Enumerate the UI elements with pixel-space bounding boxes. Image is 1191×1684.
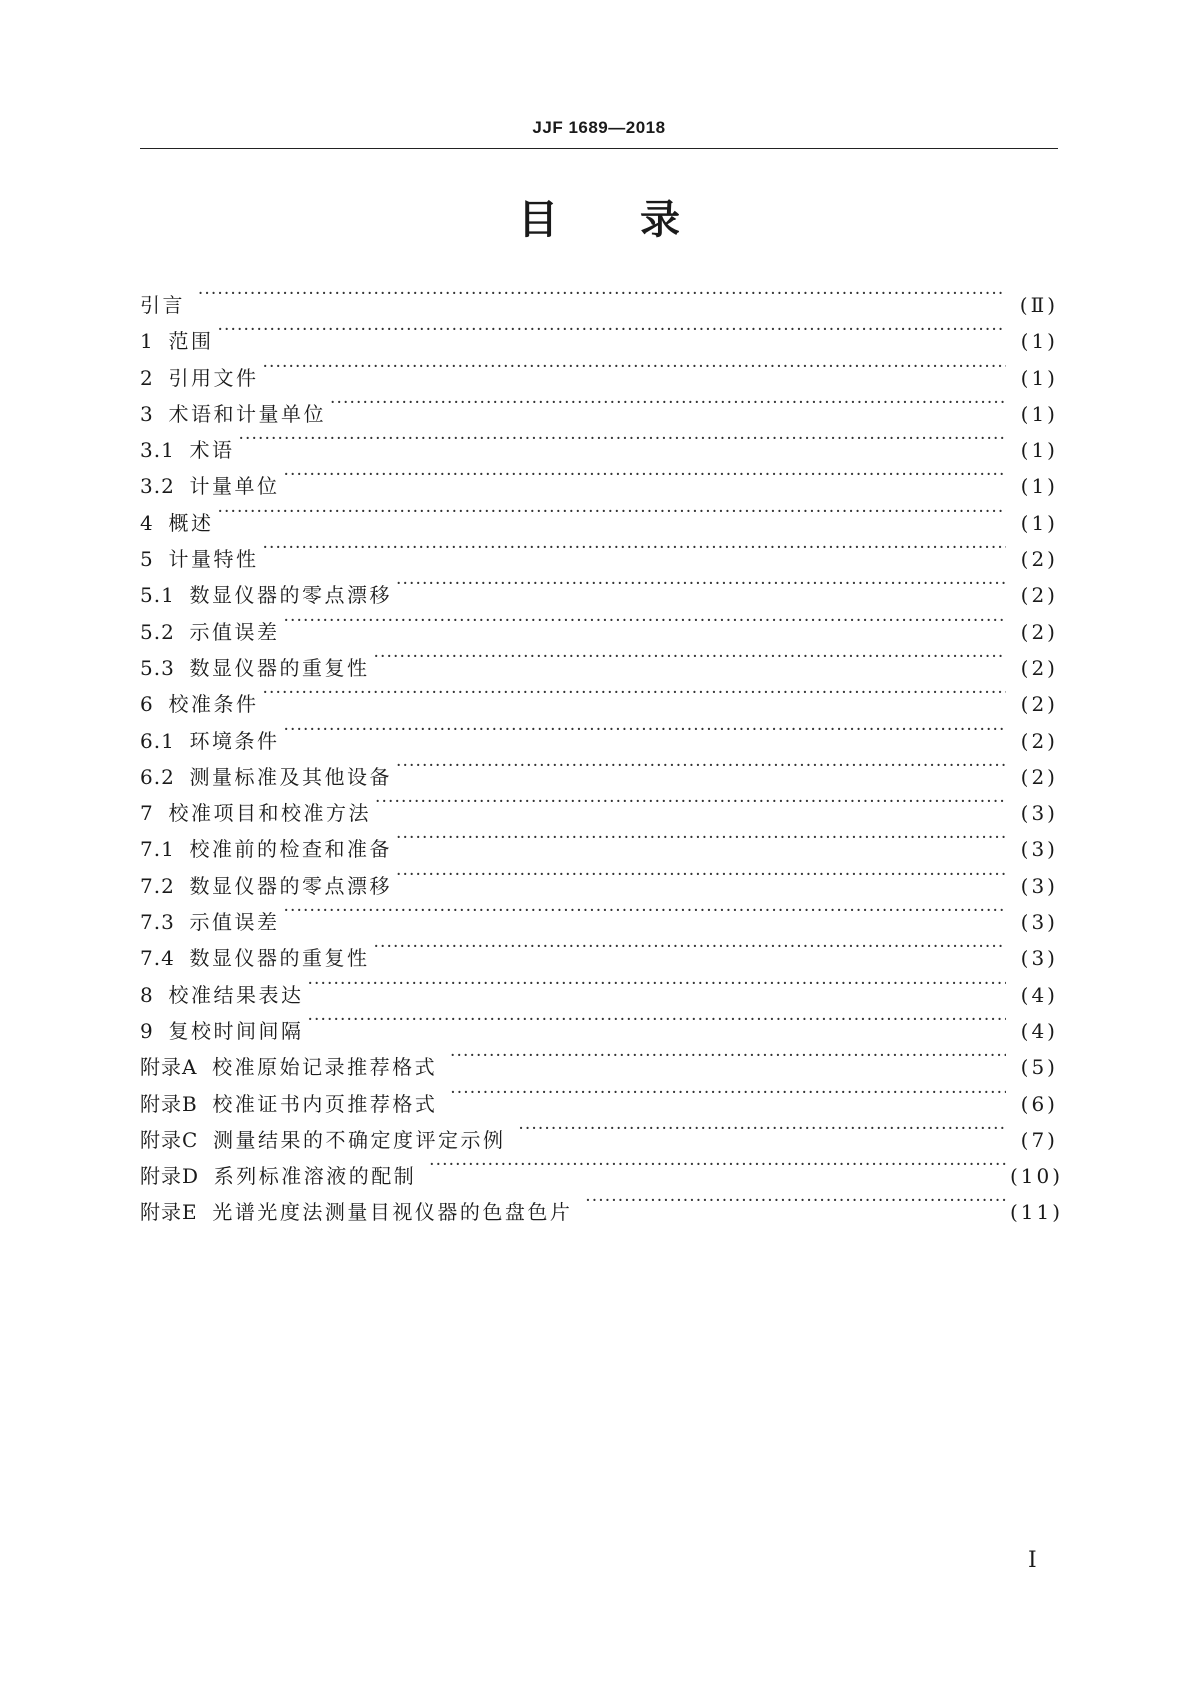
toc-entry-label: 计量单位 <box>189 474 280 499</box>
toc-entry-label: 数显仪器的重复性 <box>189 655 370 680</box>
toc-entry[interactable] <box>140 712 1058 753</box>
toc-entry-page: (2) <box>1020 547 1058 572</box>
toc-entry[interactable] <box>140 675 1058 717</box>
toc-entry-page: (4) <box>1020 982 1058 1007</box>
toc-entry-number: 7.4 <box>140 946 190 971</box>
toc-entry[interactable] <box>140 530 1058 572</box>
toc-entry-label: 光谱光度法测量目视仪器的色盘色片 <box>212 1200 582 1225</box>
toc-dot-leader <box>375 784 1006 820</box>
toc-entry-number: 7.1 <box>140 837 190 862</box>
toc-entry-number: 3.1 <box>140 438 190 463</box>
toc-entry-label: 校准证书内页推荐格式 <box>212 1091 447 1116</box>
toc-dot-leader <box>374 639 1006 675</box>
toc-entry[interactable] <box>140 457 1058 499</box>
toc-entry-label: 示值误差 <box>189 619 280 644</box>
toc-dot-leader <box>284 712 1006 748</box>
toc-dot-leader <box>284 457 1006 493</box>
toc-entry-label: 计量特性 <box>168 547 259 572</box>
toc-entry[interactable] <box>140 312 1058 354</box>
toc-entry-page: (3) <box>1020 946 1058 971</box>
toc-entry[interactable] <box>140 566 1058 608</box>
toc-entry-page: (1) <box>1020 438 1058 463</box>
toc-entry-page: (2) <box>1020 655 1058 680</box>
toc-entry-number: 7 <box>140 801 169 826</box>
toc-entry-number: 6.1 <box>140 728 190 753</box>
toc-entry-page: (2) <box>1020 728 1058 753</box>
toc-entry-page: (2) <box>1020 692 1058 717</box>
toc-dot-leader <box>217 494 1006 530</box>
page-number: Ⅰ <box>1028 1548 1037 1573</box>
toc-entry-page: (Ⅱ) <box>1019 293 1058 317</box>
toc-entry-page: (2) <box>1020 764 1058 789</box>
toc-dot-leader <box>307 1002 1006 1038</box>
toc-entry-number: 2 <box>140 365 169 390</box>
toc-entry-number: 5.2 <box>140 619 190 644</box>
toc-dot-leader <box>198 276 1006 312</box>
toc-entry-page: (3) <box>1020 873 1058 898</box>
toc-entry-label: 数显仪器的重复性 <box>189 946 370 971</box>
toc-entry-page: (4) <box>1020 1018 1058 1043</box>
table-of-contents <box>140 276 1064 1225</box>
toc-entry-page: (11) <box>1010 1200 1064 1225</box>
toc-entry-label: 测量结果的不确定度评定示例 <box>213 1127 515 1152</box>
toc-entry-number: 附录D <box>140 1164 214 1189</box>
toc-dot-leader <box>429 1147 1006 1183</box>
toc-entry-number: 5.3 <box>140 655 190 680</box>
toc-entry-number: 7.3 <box>140 910 190 935</box>
toc-dot-leader <box>450 1075 1006 1111</box>
toc-entry-number: 9 <box>140 1018 169 1043</box>
toc-entry-page: (1) <box>1020 474 1058 499</box>
toc-entry-label: 校准原始记录推荐格式 <box>212 1055 447 1080</box>
toc-entry-label: 数显仪器的零点漂移 <box>189 583 393 608</box>
toc-entry-page: (1) <box>1020 365 1058 390</box>
toc-entry-page: (1) <box>1020 510 1058 535</box>
toc-entry-label: 数显仪器的零点漂移 <box>189 873 393 898</box>
toc-entry-label: 示值误差 <box>189 910 280 935</box>
toc-entry-number: 7.2 <box>140 873 190 898</box>
title-char-2: 录 <box>640 197 680 243</box>
toc-dot-leader <box>396 820 1006 856</box>
toc-dot-leader <box>239 421 1006 457</box>
toc-entry-number: 3.2 <box>140 474 190 499</box>
toc-dot-leader <box>585 1183 1006 1219</box>
toc-entry-number: 5.1 <box>140 583 190 608</box>
toc-entry-label: 范围 <box>168 329 214 354</box>
toc-entry-label: 系列标准溶液的配制 <box>213 1164 426 1189</box>
toc-entry-number: 6 <box>140 692 169 717</box>
header-rule <box>140 148 1058 149</box>
toc-dot-leader <box>450 1038 1006 1074</box>
toc-entry-number: 5 <box>140 547 169 572</box>
toc-entry-label: 概述 <box>168 510 214 535</box>
toc-dot-leader <box>330 385 1006 421</box>
toc-entry[interactable] <box>140 421 1058 463</box>
toc-dot-leader <box>518 1111 1006 1147</box>
toc-entry-label: 校准项目和校准方法 <box>168 801 371 826</box>
toc-entry-label: 术语 <box>189 438 235 463</box>
toc-dot-leader <box>217 312 1006 348</box>
toc-entry-label: 测量标准及其他设备 <box>189 764 393 789</box>
toc-entry-page: (3) <box>1020 910 1058 935</box>
toc-entry-label: 校准条件 <box>168 692 259 717</box>
toc-entry-number: 附录C <box>140 1127 214 1152</box>
toc-entry-page: (2) <box>1020 583 1058 608</box>
toc-dot-leader <box>396 748 1006 784</box>
title-char-1: 目 <box>518 197 558 243</box>
toc-entry[interactable] <box>140 494 1058 535</box>
toc-dot-leader <box>284 893 1006 929</box>
standard-code-header: JJF 1689—2018 <box>532 118 666 137</box>
toc-entry-page: (10) <box>1010 1164 1064 1189</box>
toc-entry-number: 3 <box>140 401 169 426</box>
toc-entry-number: 附录A <box>140 1055 213 1080</box>
toc-entry[interactable] <box>140 349 1058 390</box>
toc-entry-number: 1 <box>140 329 169 354</box>
toc-dot-leader <box>396 566 1006 602</box>
toc-entry-label: 校准结果表达 <box>168 982 304 1007</box>
toc-entry[interactable] <box>140 385 1058 426</box>
toc-entry-page: (2) <box>1020 619 1058 644</box>
toc-dot-leader <box>396 857 1006 893</box>
toc-entry-number: 附录E <box>140 1200 213 1225</box>
toc-entry-label: 术语和计量单位 <box>168 401 326 426</box>
toc-entry-label: 复校时间间隔 <box>168 1018 304 1043</box>
toc-dot-leader <box>374 929 1006 965</box>
toc-entry-label: 引言 <box>140 293 194 317</box>
toc-entry-label: 校准前的检查和准备 <box>189 837 393 862</box>
toc-entry-page: (3) <box>1020 801 1058 826</box>
toc-entry[interactable] <box>140 276 1058 317</box>
toc-entry-page: (3) <box>1020 837 1058 862</box>
toc-dot-leader <box>307 966 1006 1002</box>
toc-entry-label: 环境条件 <box>189 728 280 753</box>
toc-dot-leader <box>262 349 1006 385</box>
toc-dot-leader <box>262 675 1006 711</box>
toc-dot-leader <box>284 603 1006 639</box>
toc-entry-number: 4 <box>140 510 169 535</box>
toc-entry-number: 附录B <box>140 1091 213 1116</box>
toc-entry-page: (1) <box>1020 329 1058 354</box>
toc-dot-leader <box>262 530 1006 566</box>
toc-entry-page: (7) <box>1020 1127 1058 1152</box>
toc-entry-page: (6) <box>1020 1091 1058 1116</box>
toc-entry-number: 8 <box>140 982 169 1007</box>
toc-entry-page: (1) <box>1020 401 1058 426</box>
toc-entry-page: (5) <box>1020 1055 1058 1080</box>
page-title <box>140 196 1058 244</box>
toc-entry-number: 6.2 <box>140 764 190 789</box>
toc-entry-label: 引用文件 <box>168 365 259 390</box>
